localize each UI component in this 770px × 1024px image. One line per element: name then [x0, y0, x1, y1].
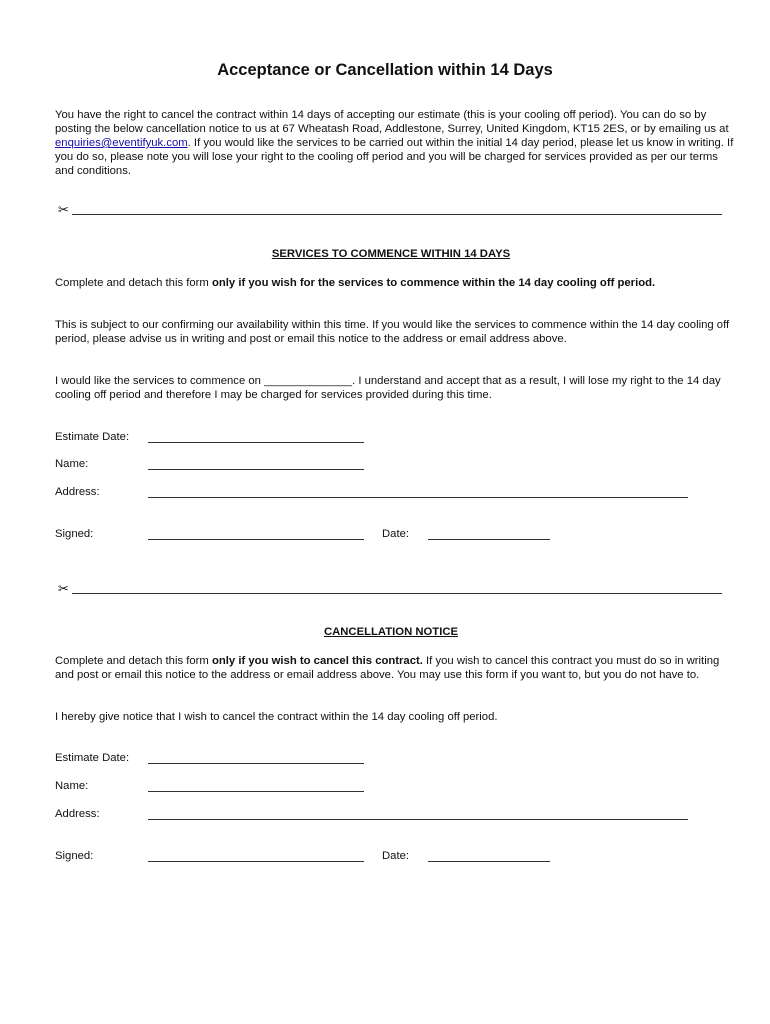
- services-instruction-bold: only if you wish for the services to commence within the 14 day cooling off period.: [211, 277, 656, 289]
- services-address-label: Address:: [55, 486, 100, 498]
- cancellation-estimate-date-label: Estimate Date:: [55, 752, 130, 764]
- scissors-icon: ✂: [58, 202, 69, 217]
- cancellation-name-label: Name:: [55, 780, 89, 792]
- cancellation-address-field[interactable]: [148, 819, 688, 820]
- intro-text-end: . If you would like the services to be carried out within the initial 14 day period, please let us know in writing. If you do so, please note you will lose your right to the cooling off period and you will be charged for services provided as per our terms and conditions.: [55, 137, 734, 177]
- services-date-field[interactable]: [428, 539, 550, 540]
- services-commence-paragraph: I would like the services to commence on ______________. I understand and accept that as a result, I will lose my right to the 14 day cooling off period and therefore I may be charged for services provided during this time.: [55, 375, 721, 401]
- services-address-field[interactable]: [148, 497, 688, 498]
- scissors-icon: ✂: [58, 581, 69, 596]
- services-name-label: Name:: [55, 458, 89, 470]
- cancellation-instruction: [55, 654, 735, 682]
- cancellation-signed-field[interactable]: [148, 861, 364, 862]
- dashed-cut-rule: [72, 593, 722, 594]
- cancellation-date-label: Date:: [382, 850, 410, 862]
- cancellation-estimate-date-field[interactable]: [148, 763, 364, 764]
- cancellation-instruction-plain: Complete and detach this form: [55, 655, 212, 667]
- services-availability-paragraph: This is subject to our confirming our availability within this time. If you would like the services to commence within the 14 day cooling off period, please advise us in writing and post or email this notice to the address or email address above.: [55, 319, 730, 345]
- cancellation-name-field[interactable]: [148, 791, 364, 792]
- services-signed-label: Signed:: [55, 528, 94, 540]
- services-instruction-plain: Complete and detach this form: [55, 277, 212, 289]
- services-name-field[interactable]: [148, 469, 364, 470]
- cancellation-notice-paragraph: I hereby give notice that I wish to cancel the contract within the 14 day cooling off period.: [55, 711, 498, 723]
- services-estimate-date-label: Estimate Date:: [55, 431, 130, 443]
- intro-paragraph: [55, 108, 735, 178]
- services-signed-field[interactable]: [148, 539, 364, 540]
- cut-line-1: [58, 202, 722, 219]
- services-heading: SERVICES TO COMMENCE WITHIN 14 DAYS: [271, 248, 511, 260]
- cancellation-date-field[interactable]: [428, 861, 550, 862]
- cancellation-address-label: Address:: [55, 808, 100, 820]
- dashed-cut-rule: [72, 214, 722, 215]
- cancellation-instruction-rest: If you wish to cancel this contract you must do so in writing and post or email this notice to the address or email address above. You may use this form if you want to, but you do not have to.: [55, 655, 720, 681]
- email-link[interactable]: enquiries@eventifyuk.com: [55, 137, 188, 149]
- cancellation-signed-label: Signed:: [55, 850, 94, 862]
- cut-line-2: [58, 581, 722, 598]
- cancellation-instruction-bold: only if you wish to cancel this contract.: [211, 655, 423, 667]
- page-title: Acceptance or Cancellation within 14 Days: [217, 61, 553, 79]
- services-instruction: [55, 276, 735, 290]
- services-estimate-date-field[interactable]: [148, 442, 364, 443]
- intro-text-start: You have the right to cancel the contract within 14 days of accepting our estimate (this is your cooling off period). You can do so by posting the below cancellation notice to us at 67 Wheatash Road, Addlestone, Surrey, United Kingdom, KT15 2ES, or by emailing us at: [55, 109, 729, 135]
- services-date-label: Date:: [382, 528, 410, 540]
- cancellation-heading: CANCELLATION NOTICE: [323, 626, 459, 638]
